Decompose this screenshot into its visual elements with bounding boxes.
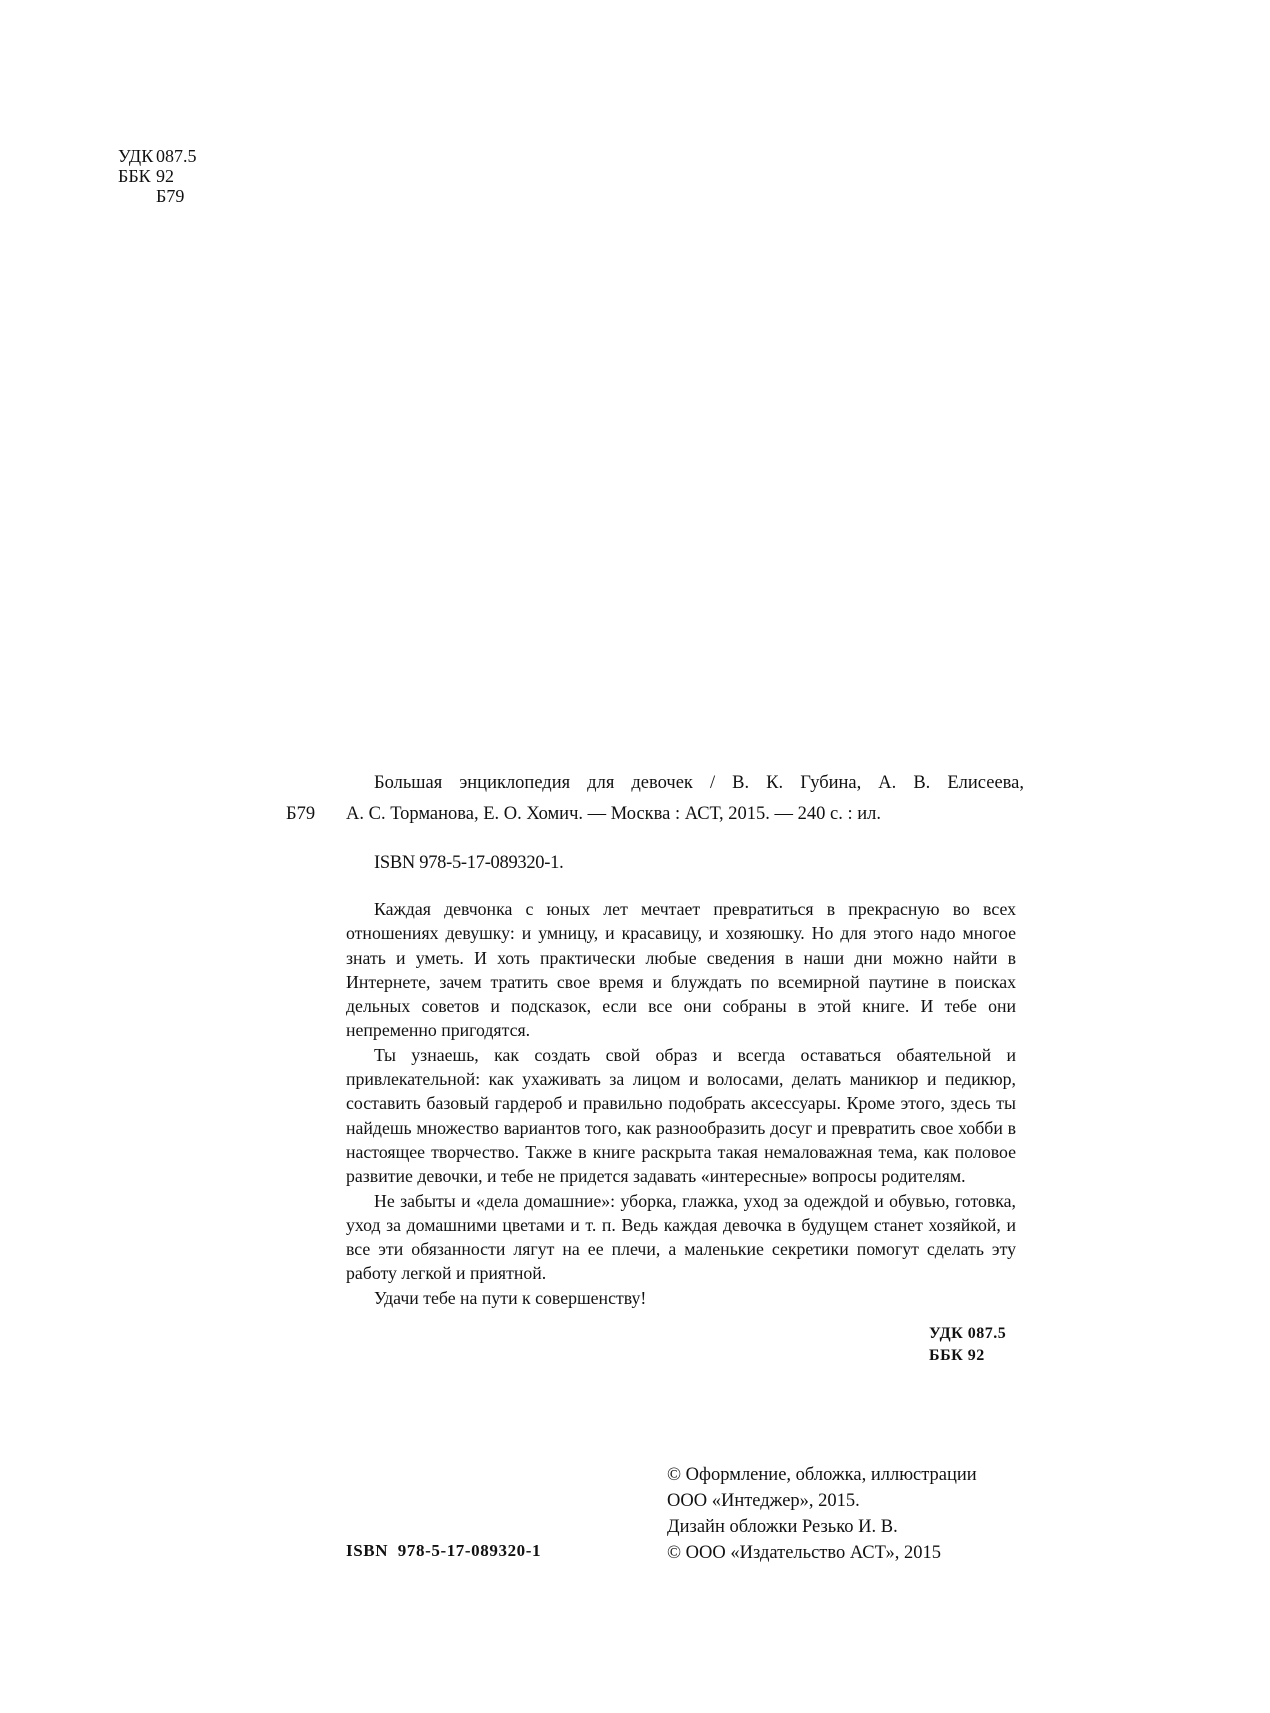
classification-block: [118, 146, 197, 206]
bibliographic-isbn: ISBN 978-5-17-089320-1.: [374, 853, 564, 873]
annotation-paragraph: Не забыты и «дела домашние»: уборка, глажка, уход за одеждой и обувью, готовка, уход за домашними цветами и т. п. Ведь каждая девочка в будущем станет хозяйкой, и все эти обязанности лягут на ее плечи, а маленькие секретики помогут сделать эту работу легкой и приятной.: [346, 1190, 1016, 1284]
udk-label: УДК: [118, 146, 154, 166]
copyright-line: Дизайн обложки Резько И. В.: [667, 1517, 898, 1537]
footer-udk: УДК 087.5: [929, 1325, 1007, 1342]
bibliographic-side-mark: Б79: [286, 804, 316, 824]
udk-value: 087.5: [156, 146, 197, 166]
annotation-paragraph: Ты узнаешь, как создать свой образ и всегда оставаться обаятельной и привлекательной: как ухаживать за лицом и волосами, делать маникюр и педикюр, составить базовый гардероб и правильно подобрать аксессуары. Кроме этого, здесь ты найдешь множество вариантов того, как разнообразить досуг и превратить свое хобби в настоящее творчество. Также в книге раскрыта такая немаловажная тема, как половое развитие девочки, и тебе не придется задавать «интересные» вопросы родителям.: [346, 1044, 1016, 1187]
bbk-row: [118, 166, 197, 186]
copyright-block: [667, 1462, 977, 1566]
bibliographic-line-1: Большая энциклопедия для девочек / В. К. Губина, А. В. Елисеева,: [374, 773, 1024, 793]
footer-classification: [929, 1323, 1006, 1367]
isbn-bottom: ISBN 978-5-17-089320-1: [346, 1541, 542, 1560]
copyright-line: © ООО «Издательство АСТ», 2015: [667, 1543, 941, 1563]
bbk-label: ББК: [118, 166, 151, 186]
bbk-value: 92: [156, 166, 174, 186]
annotation-paragraph: Каждая девчонка с юных лет мечтает превратиться в прекрасную во всех отношениях девушку: и умницу, и красавицу, и хозяюшку. Но для этого надо многое знать и уметь. И хоть практически любые сведения в наши дни можно найти в Интернете, зачем тратить свое время и блуждать по всемирной паутине в поисках дельных советов и подсказок, если все они собраны в этой книге. И тебе они непременно пригодятся.: [346, 899, 1016, 1041]
annotation-paragraph: Удачи тебе на пути к совершенству!: [374, 1287, 647, 1308]
footer-bbk: ББК 92: [929, 1347, 985, 1364]
bibliographic-line-2: А. С. Торманова, Е. О. Хомич. — Москва : АСТ, 2015. — 240 с. : ил.: [346, 804, 881, 824]
copyright-line: © Оформление, обложка, иллюстрации: [667, 1465, 977, 1485]
annotation: [346, 897, 1016, 1310]
author-mark: Б79: [156, 186, 185, 206]
copyright-line: ООО «Интеджер», 2015.: [667, 1491, 860, 1511]
udk-row: [118, 146, 197, 166]
